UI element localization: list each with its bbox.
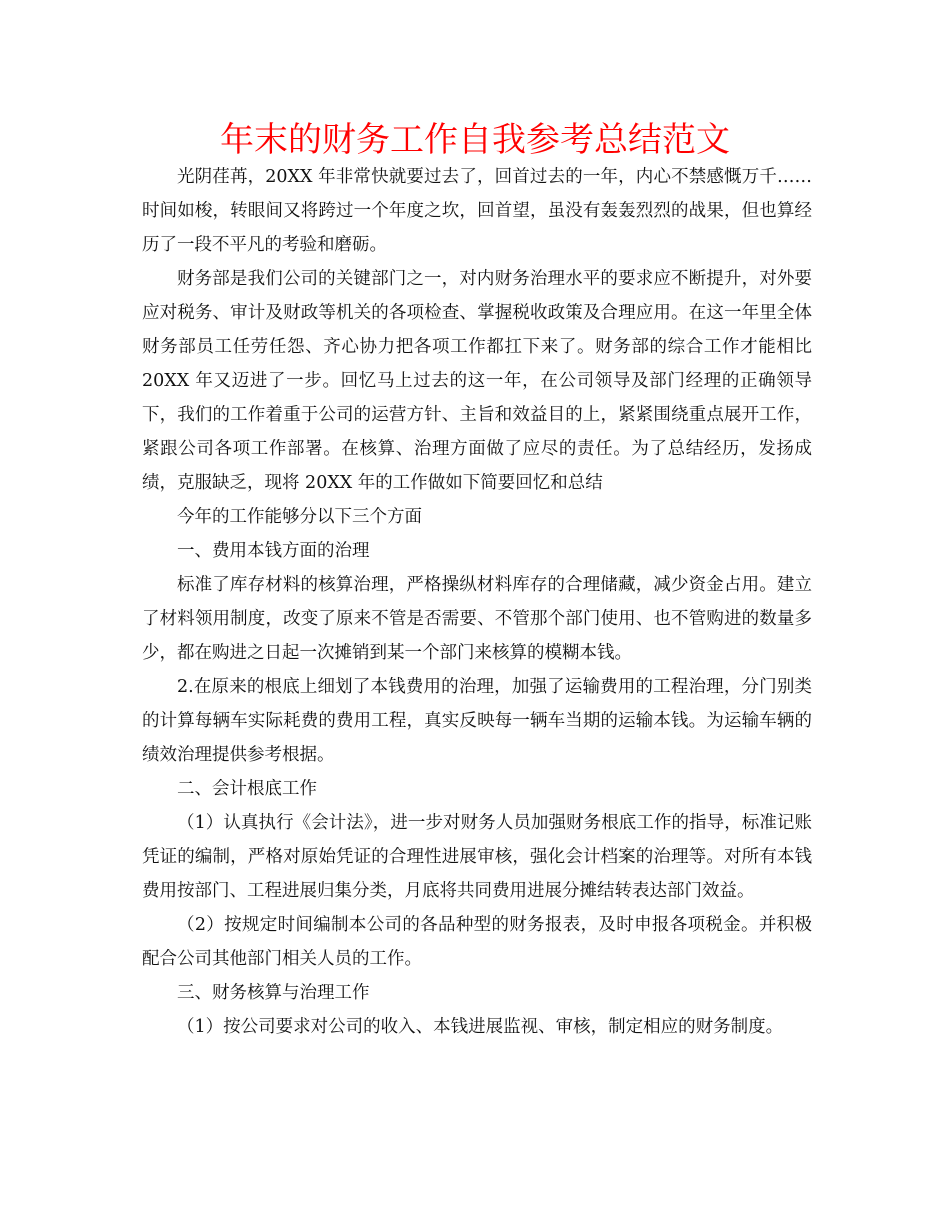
paragraph-finance-dept: 财务部是我们公司的关键部门之一，对内财务治理水平的要求应不断提升，对外要应对税务、审计及财政等机关的各项检查、掌握税收政策及合理应用。在这一年里全体财务部员工任劳任怨、齐心协力把各项工作都扛下来了。财务部的综合工作才能相比 20XX 年又迈进了一步。回忆马上过去的这一年，在公司领导及部门经理的正确领导下，我们的工作着重于公司的运营方针、主旨和效益目的上，紧紧围绕重点展开工作，紧跟公司各项工作部署。在核算、治理方面做了应尽的责任。为了总结经历，发扬成绩，克服缺乏，现将 20XX 年的工作做如下简要回忆和总结	[142, 269, 812, 493]
section-heading-accounting: 二、会计根底工作	[177, 779, 317, 799]
document-body	[142, 160, 812, 1044]
paragraph-income-review: （1）按公司要求对公司的收入、本钱进展监视、审核，制定相应的财务制度。	[177, 1017, 784, 1037]
section-heading-cost: 一、费用本钱方面的治理	[177, 541, 370, 561]
paragraph-inventory: 标准了库存材料的核算治理，严格操纵材料库存的合理储藏，减少资金占用。建立了材料领用制度，改变了原来不管是否需要、不管那个部门使用、也不管购进的数量多少，都在购进之日起一次摊销到某一个部门来核算的模糊本钱。	[142, 575, 812, 663]
paragraph-three-aspects: 今年的工作能够分以下三个方面	[177, 507, 422, 527]
paragraph-financial-reports: （2）按规定时间编制本公司的各品种型的财务报表，及时申报各项税金。并积极配合公司其他部门相关人员的工作。	[142, 915, 812, 969]
document-title: 年末的财务工作自我参考总结范文	[220, 120, 730, 160]
section-heading-management: 三、财务核算与治理工作	[177, 983, 370, 1003]
paragraph-transport-cost: 2.在原来的根底上细划了本钱费用的治理，加强了运输费用的工程治理，分门别类的计算每辆车实际耗费的费用工程，真实反映每一辆车当期的运输本钱。为运输车辆的绩效治理提供参考根据。	[142, 677, 812, 765]
paragraph-accounting-law: （1）认真执行《会计法》，进一步对财务人员加强财务根底工作的指导，标准记账凭证的编制，严格对原始凭证的合理性进展审核，强化会计档案的治理等。对所有本钱费用按部门、工程进展归集分类，月底将共同费用进展分摊结转表达部门效益。	[142, 813, 812, 901]
paragraph-intro: 光阴荏苒，20XX 年非常快就要过去了，回首过去的一年，内心不禁感慨万千……时间如梭，转眼间又将跨过一个年度之坎，回首望，虽没有轰轰烈烈的战果，但也算经历了一段不平凡的考验和磨砺。	[142, 167, 812, 255]
